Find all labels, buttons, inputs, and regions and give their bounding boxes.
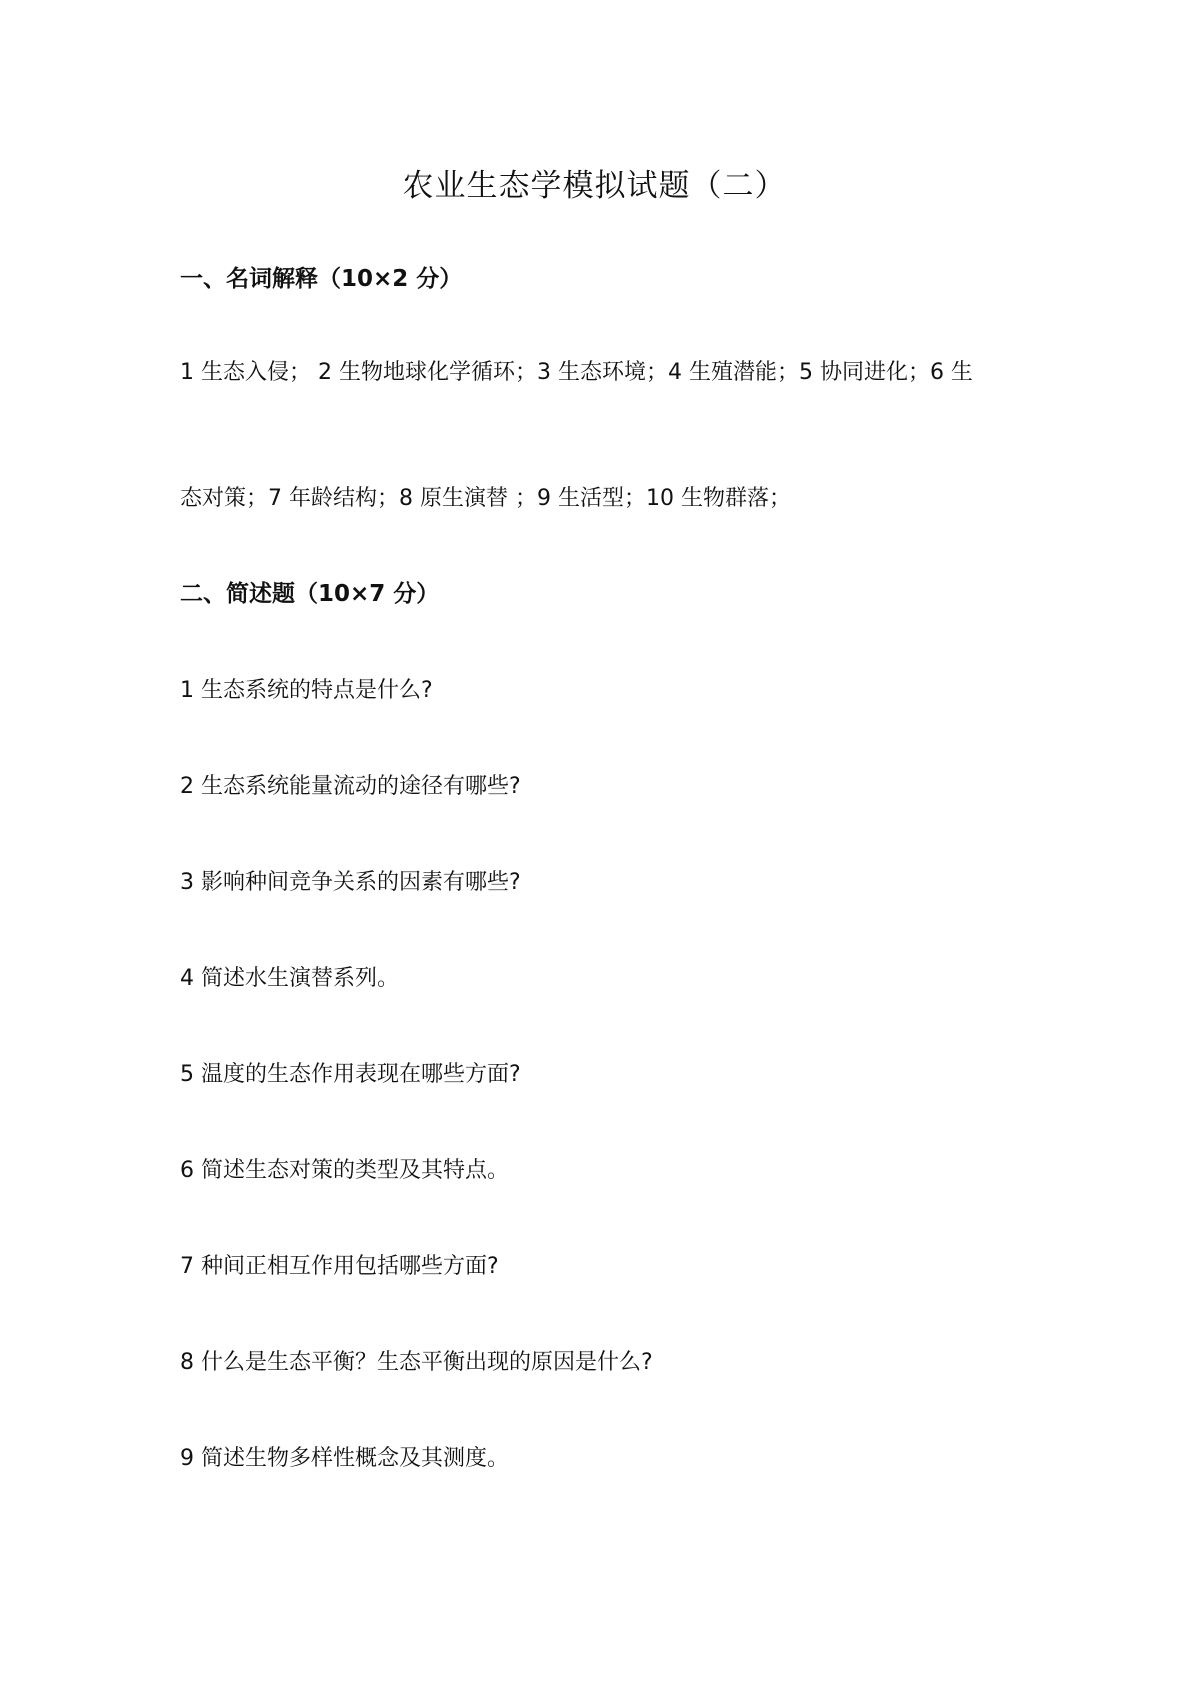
term-list-line-1: 1 生态入侵； 2 生物地球化学循环；3 生态环境；4 生殖潜能；5 协同进化；6 生: [180, 360, 973, 385]
question-1: 1 生态系统的特点是什么?: [180, 678, 433, 703]
document-title: 农业生态学模拟试题（二）: [402, 168, 787, 204]
question-9: 9 简述生物多样性概念及其测度。: [180, 1446, 509, 1471]
question-3: 3 影响种间竞争关系的因素有哪些?: [180, 870, 521, 895]
question-5: 5 温度的生态作用表现在哪些方面?: [180, 1062, 521, 1087]
question-2: 2 生态系统能量流动的途径有哪些?: [180, 774, 521, 799]
term-list-line-2: 态对策；7 年龄结构；8 原生演替 ；9 生活型；10 生物群落；: [180, 486, 791, 511]
question-7: 7 种间正相互作用包括哪些方面?: [180, 1254, 499, 1279]
question-8: 8 什么是生态平衡？生态平衡出现的原因是什么?: [180, 1350, 653, 1375]
section-1-heading: 一、名词解释（10×2 分）: [180, 266, 463, 292]
question-4: 4 简述水生演替系列。: [180, 966, 399, 991]
section-2-heading: 二、简述题（10×7 分）: [180, 581, 440, 607]
question-6: 6 简述生态对策的类型及其特点。: [180, 1158, 509, 1183]
